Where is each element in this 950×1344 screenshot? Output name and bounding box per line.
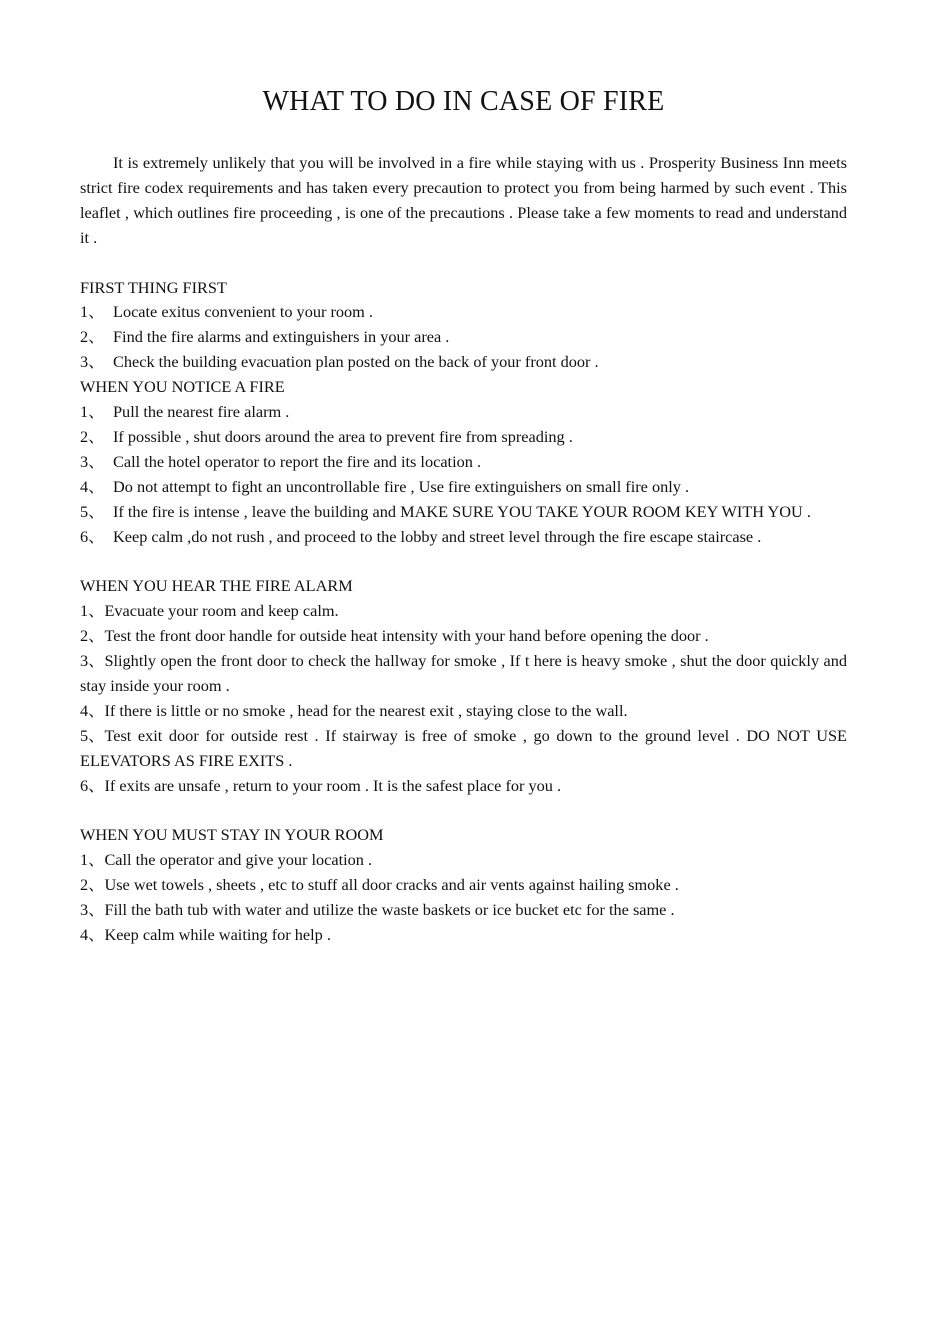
item-text: Pull the nearest fire alarm . <box>113 402 290 422</box>
list-item <box>80 599 847 624</box>
list-item <box>80 724 847 774</box>
item-number: 3、 <box>80 352 105 372</box>
list-item <box>80 898 847 923</box>
item-number: 6、 <box>80 775 105 795</box>
item-number: 1、 <box>80 601 105 621</box>
list-item <box>80 525 847 550</box>
item-number: 3、 <box>80 451 105 471</box>
item-text: Locate exitus convenient to your room . <box>113 302 373 322</box>
list-item <box>80 450 847 475</box>
item-text: Use wet towels , sheets , etc to stuff all door cracks and air vents against hailing smoke . <box>104 875 679 895</box>
list-item <box>80 500 847 525</box>
list-item <box>80 873 847 898</box>
list-item <box>80 325 847 350</box>
item-number: 4、 <box>80 700 105 720</box>
item-number: 1、 <box>80 850 105 870</box>
item-number: 2、 <box>80 626 105 646</box>
item-number: 5、 <box>80 501 105 521</box>
section-spacer <box>80 549 847 574</box>
list-item <box>80 624 847 649</box>
list-item <box>80 475 847 500</box>
list-item <box>80 848 847 873</box>
item-number: 4、 <box>80 476 105 496</box>
list-item <box>80 350 847 375</box>
section-heading: WHEN YOU MUST STAY IN YOUR ROOM <box>80 825 384 845</box>
section-spacer <box>80 799 847 824</box>
item-text: Slightly open the front door to check the hallway for smoke , If t here is heavy smoke , shut the door quickly and stay inside your room . <box>80 651 847 695</box>
section-heading: FIRST THING FIRST <box>80 277 227 297</box>
item-text: Keep calm ,do not rush , and proceed to the lobby and street level through the fire escape staircase . <box>113 526 762 546</box>
list-item <box>80 923 847 948</box>
list-item <box>80 425 847 450</box>
item-text: If exits are unsafe , return to your room . It is the safest place for you . <box>104 775 562 795</box>
page-title: WHAT TO DO IN CASE OF FIRE <box>262 86 665 117</box>
item-text: Call the hotel operator to report the fire and its location . <box>113 451 482 471</box>
item-number: 1、 <box>80 402 105 422</box>
item-text: Keep calm while waiting for help . <box>104 925 331 945</box>
item-number: 3、 <box>80 651 105 671</box>
item-number: 1、 <box>80 302 105 322</box>
section-first-thing-first <box>80 276 847 376</box>
list-item <box>80 300 847 325</box>
item-text: Call the operator and give your location . <box>104 850 373 870</box>
list-item <box>80 699 847 724</box>
section-hear-alarm <box>80 574 847 798</box>
item-text: Fill the bath tub with water and utilize the waste baskets or ice bucket etc for the same . <box>104 900 675 920</box>
item-text: Evacuate your room and keep calm. <box>104 601 339 621</box>
item-number: 2、 <box>80 327 105 347</box>
list-item <box>80 649 847 699</box>
item-text: Do not attempt to fight an uncontrollable fire , Use fire extinguishers on small fire only . <box>113 476 690 496</box>
item-text: If there is little or no smoke , head for the nearest exit , staying close to the wall. <box>104 700 628 720</box>
list-item <box>80 400 847 425</box>
section-heading: WHEN YOU NOTICE A FIRE <box>80 377 285 397</box>
section-notice-fire <box>80 375 847 549</box>
document-body <box>80 151 847 948</box>
section-heading: WHEN YOU HEAR THE FIRE ALARM <box>80 576 353 596</box>
item-text: If the fire is intense , leave the building and MAKE SURE YOU TAKE YOUR ROOM KEY WITH YOU . <box>113 501 811 521</box>
item-number: 2、 <box>80 426 105 446</box>
item-number: 3、 <box>80 900 105 920</box>
item-text: Find the fire alarms and extinguishers in your area . <box>113 327 450 347</box>
item-number: 2、 <box>80 875 105 895</box>
item-number: 5、 <box>80 725 105 745</box>
item-text: If possible , shut doors around the area to prevent fire from spreading . <box>113 426 573 446</box>
item-number: 4、 <box>80 925 105 945</box>
intro-paragraph: It is extremely unlikely that you will be involved in a fire while staying with us . Prosperity Business Inn meets strict fire codex requirements and has taken every precaution to protect you from being harmed by such event . This leaflet , which outlines fire proceeding , is one of the precautions . Please take a few moments to read and understand it . <box>80 153 847 247</box>
item-text: Test exit door for outside rest . If stairway is free of smoke , go down to the ground level . DO NOT USE ELEVATORS AS FIRE EXITS . <box>80 725 847 770</box>
item-text: Check the building evacuation plan posted on the back of your front door . <box>113 352 599 372</box>
list-item <box>80 774 847 799</box>
section-stay-in-room <box>80 823 847 948</box>
item-number: 6、 <box>80 526 105 546</box>
item-text: Test the front door handle for outside heat intensity with your hand before opening the door . <box>104 626 709 646</box>
